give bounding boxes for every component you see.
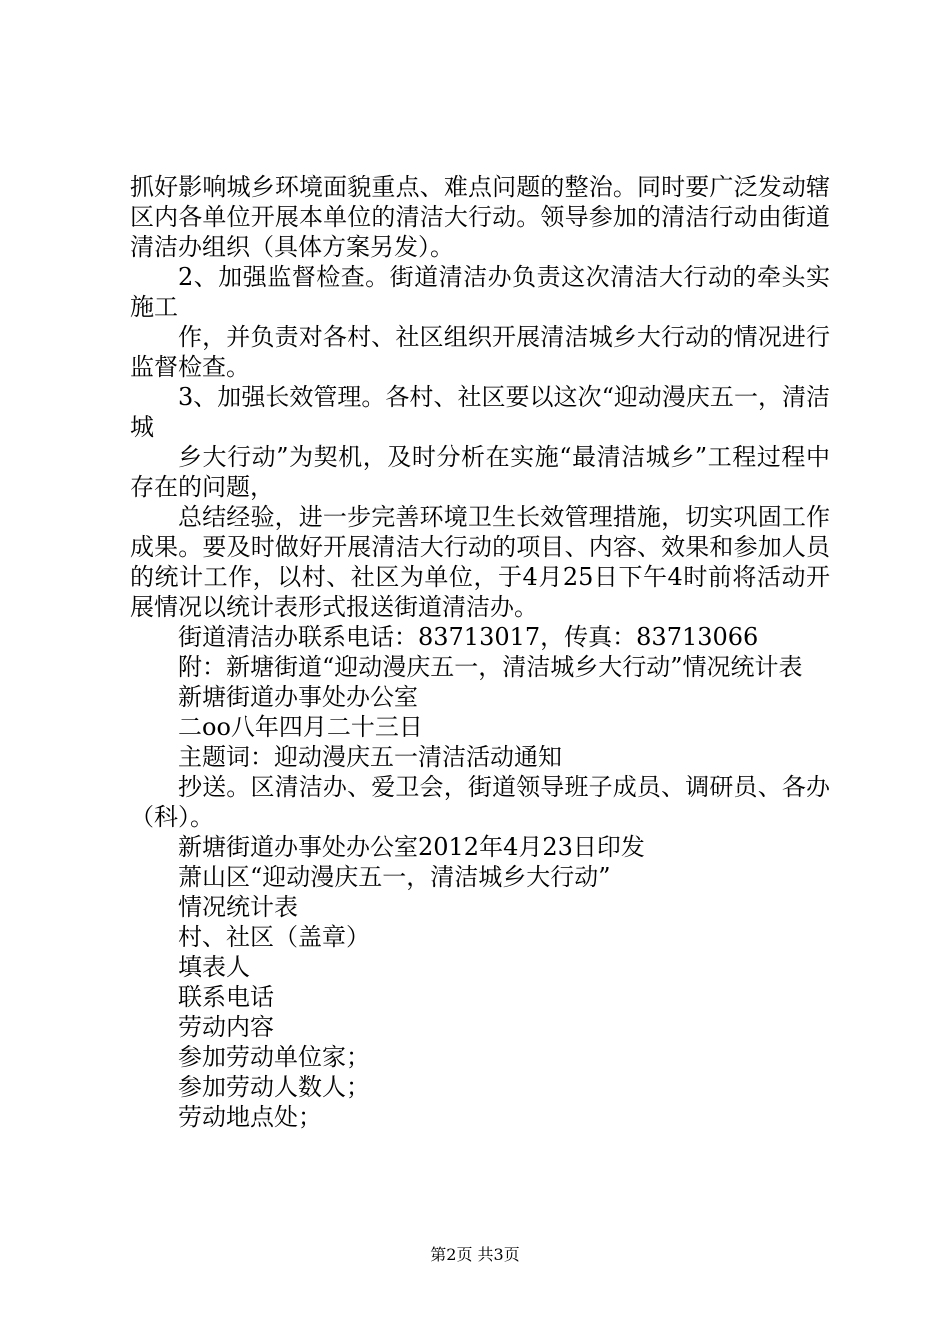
- form-field-phone: 联系电话: [178, 983, 274, 1011]
- form-field-filler: 填表人: [178, 953, 250, 981]
- form-title-line-2: 情况统计表: [178, 893, 298, 921]
- printed-by-line: 新塘街道办事处办公室2012年4月23日印发: [178, 833, 645, 861]
- attachment-line: 附：新塘街道“迎动漫庆五一，清洁城乡大行动”情况统计表: [178, 653, 803, 681]
- issue-date: 二oo八年四月二十三日: [178, 713, 423, 741]
- form-field-people: 参加劳动人数人；: [178, 1073, 370, 1101]
- form-title-line-1: 萧山区“迎动漫庆五一，清洁城乡大行动”: [178, 863, 611, 891]
- form-field-content: 劳动内容: [178, 1013, 274, 1041]
- paragraph-6: 总结经验，进一步完善环境卫生长效管理措施，切实巩固工作成果。要及时做好开展清洁大行动的项目、内容、效果和参加人员的统计工作，以村、社区为单位，于4月25日下午4时前将活动开展情况以统计表形式报送街道清洁办。: [130, 503, 830, 621]
- document-body: [130, 172, 830, 1132]
- page-number: 第2页 共3页: [430, 1245, 520, 1264]
- paragraph-4: 3、加强长效管理。各村、社区要以这次“迎动漫庆五一，清洁城: [130, 383, 830, 441]
- form-field-units: 参加劳动单位家；: [178, 1043, 370, 1071]
- issuer-name: 新塘街道办事处办公室: [178, 683, 418, 711]
- subject-keywords: 主题词：迎动漫庆五一清洁活动通知: [178, 743, 562, 771]
- paragraph-2: 2、加强监督检查。街道清洁办负责这次清洁大行动的牵头实施工: [130, 263, 830, 321]
- paragraph-3: 作，并负责对各村、社区组织开展清洁城乡大行动的情况进行监督检查。: [130, 323, 830, 381]
- paragraph-5: 乡大行动”为契机，及时分析在实施“最清洁城乡”工程过程中存在的问题，: [130, 443, 830, 501]
- paragraph-1: 抓好影响城乡环境面貌重点、难点问题的整治。同时要广泛发动辖区内各单位开展本单位的清洁大行动。领导参加的清洁行动由街道清洁办组织（具体方案另发）。: [130, 173, 830, 261]
- copy-to-line: 抄送。区清洁办、爱卫会，街道领导班子成员、调研员、各办（科）。: [130, 773, 830, 831]
- page-footer: [0, 1245, 950, 1265]
- contact-line: 街道清洁办联系电话：83713017，传真：83713066: [178, 623, 759, 651]
- form-field-village: 村、社区（盖章）: [178, 923, 370, 951]
- form-field-locations: 劳动地点处；: [178, 1103, 322, 1131]
